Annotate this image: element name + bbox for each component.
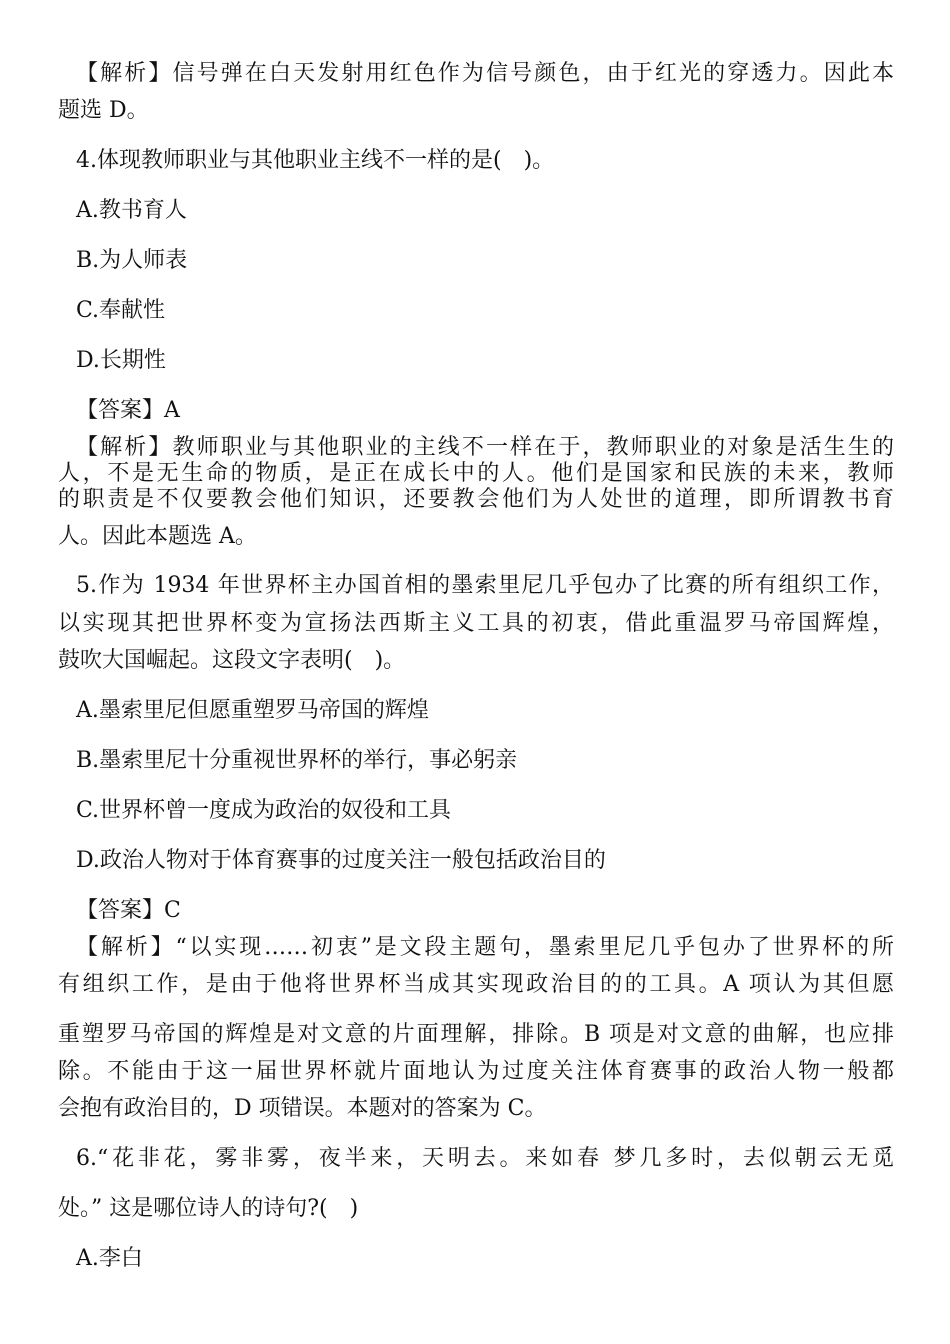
question-5-explanation: 重塑罗马帝国的辉煌是对文意的片面理解，排除。B 项是对文意的曲解，也应排 (58, 1022, 894, 1047)
question-4-explanation: 【解析】教师职业与其他职业的主线不一样在于，教师职业的对象是活生生的 (76, 435, 894, 460)
question-6-option-a: A.李白 (76, 1246, 143, 1271)
question-4-option-c: C.奉献性 (76, 298, 166, 323)
question-4-option-a: A.教书育人 (76, 198, 187, 223)
question-5-option-c: C.世界杯曾一度成为政治的奴役和工具 (76, 798, 452, 823)
question-6-stem: 处。” 这是哪位诗人的诗句?( ) (58, 1196, 359, 1221)
question-4-stem: 4.体现教师职业与其他职业主线不一样的是( )。 (76, 148, 555, 173)
question-5-explanation: 【解析】“以实现……初衷”是文段主题句，墨索里尼几乎包办了世界杯的所 (76, 935, 894, 960)
question-4-explanation: 人，不是无生命的物质，是正在成长中的人。他们是国家和民族的未来，教师 (58, 461, 894, 486)
question-4-option-b: B.为人师表 (76, 248, 188, 273)
text-line: 【解析】信号弹在白天发射用红色作为信号颜色，由于红光的穿透力。因此本 (76, 61, 894, 86)
question-5-option-a: A.墨索里尼但愿重塑罗马帝国的辉煌 (76, 698, 429, 723)
question-5-option-d: D.政治人物对于体育赛事的过度关注一般包括政治目的 (76, 848, 606, 873)
question-5-explanation: 除。不能由于这一届世界杯就片面地认为过度关注体育赛事的政治人物一般都 (58, 1059, 894, 1084)
text-line: 题选 D。 (58, 98, 149, 123)
question-4-option-d: D.长期性 (76, 348, 166, 373)
question-5-stem: 以实现其把世界杯变为宣扬法西斯主义工具的初衷，借此重温罗马帝国辉煌， (58, 611, 894, 636)
question-5-answer: 【答案】C (76, 898, 181, 923)
question-5-stem: 鼓吹大国崛起。这段文字表明( )。 (58, 648, 406, 673)
question-6-stem: 6.“花非花，雾非雾，夜半来，天明去。来如春 梦几多时，去似朝云无觅 (76, 1146, 894, 1171)
question-5-explanation: 会抱有政治目的，D 项错误。本题对的答案为 C。 (58, 1096, 547, 1121)
question-5-option-b: B.墨索里尼十分重视世界杯的举行，事必躬亲 (76, 748, 518, 773)
question-5-explanation: 有组织工作，是由于他将世界杯当成其实现政治目的的工具。A 项认为其但愿 (58, 972, 894, 997)
question-5-stem: 5.作为 1934 年世界杯主办国首相的墨索里尼几乎包办了比赛的所有组织工作， (76, 573, 894, 598)
question-4-explanation: 人。因此本题选 A。 (58, 524, 257, 549)
question-4-answer: 【答案】A (76, 398, 180, 423)
question-4-explanation: 的职责是不仅要教会他们知识，还要教会他们为人处世的道理，即所谓教书育 (58, 487, 894, 512)
